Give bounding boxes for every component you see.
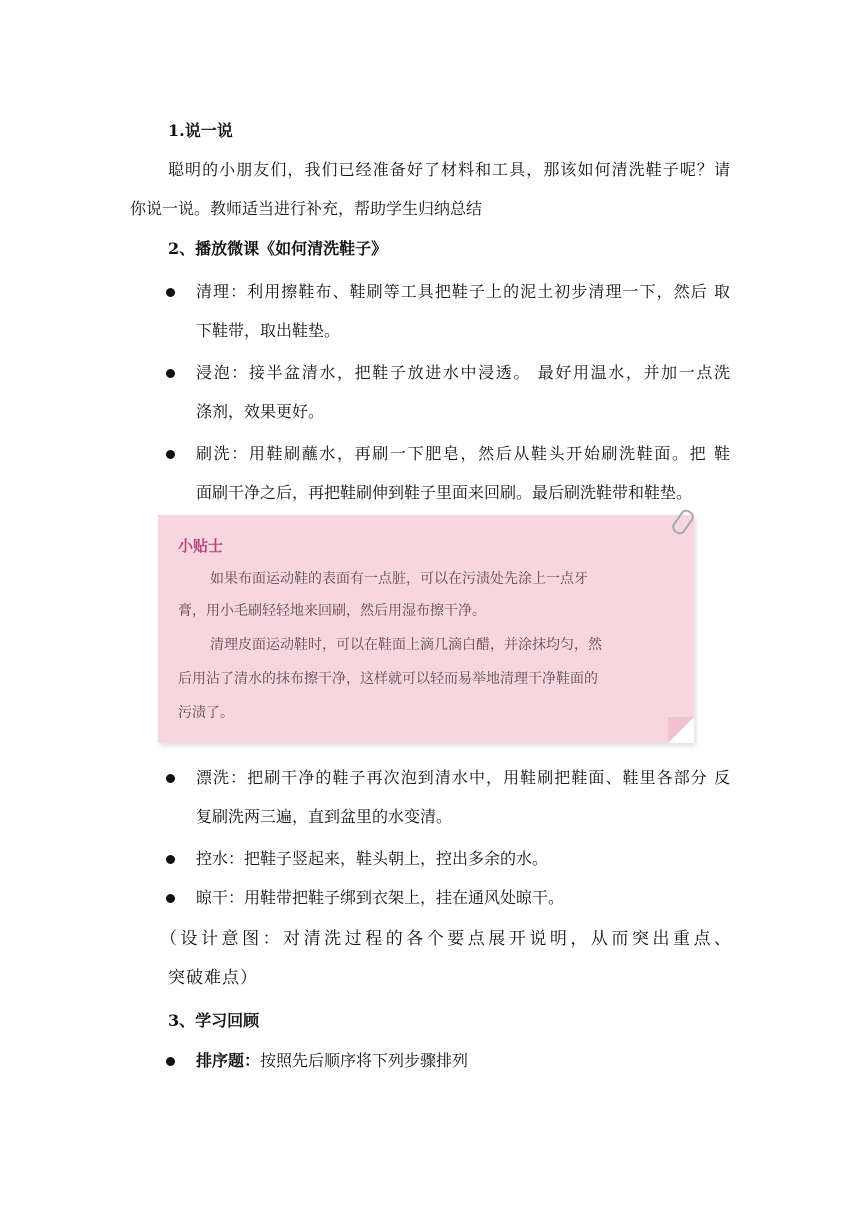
tip-note (158, 515, 694, 743)
tip-line: 后用沾了清水的抹布擦干净，这样就可以轻而易举地清理干净鞋面的 (178, 671, 598, 687)
step-scrub-line2: 面刷干净之后，再把鞋刷伸到鞋子里面来回刷。最后刷洗鞋带和鞋垫。 (196, 483, 693, 502)
step-soak-line2: 涤剂，效果更好。 (196, 402, 325, 421)
review-label: 排序题： (196, 1051, 261, 1070)
step-soak-line1: 浸泡：接半盆清水，把鞋子放进水中浸透。 最好用温水，并加一点洗 (196, 363, 730, 382)
bullet-icon (166, 1057, 175, 1066)
review-item (196, 1050, 468, 1072)
section-3-heading: 3、学习回顾 (168, 1011, 260, 1030)
tip-line: 污渍了。 (178, 705, 234, 721)
tip-line: 膏，用小毛刷轻轻地来回刷，然后用湿布擦干净。 (178, 603, 486, 619)
bullet-icon (166, 894, 175, 903)
tip-line: 如果布面运动鞋的表面有一点脏，可以在污渍处先涂上一点牙 (210, 571, 588, 587)
bullet-icon (166, 369, 175, 378)
bullet-icon (166, 450, 175, 459)
bullet-icon (166, 774, 175, 783)
review-text: 按照先后顺序将下列步骤排列 (260, 1051, 469, 1070)
section-1-paragraph-line: 你说一说。教师适当进行补充，帮助学生归纳总结 (130, 199, 483, 218)
section-2-heading: 2、播放微课《如何清洗鞋子》 (168, 239, 388, 258)
step-drain-line: 控水：把鞋子竖起来，鞋头朝上，控出多余的水。 (196, 849, 549, 868)
bullet-icon (166, 288, 175, 297)
step-dry-line: 晾干：用鞋带把鞋子绑到衣架上，挂在通风处晾干。 (196, 888, 565, 907)
design-intent-line1: （设计意图：对清洗过程的各个要点展开说明，从而突出重点、 (160, 929, 732, 949)
section-1-heading: 1.说一说 (168, 121, 233, 140)
bullet-icon (166, 855, 175, 864)
design-intent-line2: 突破难点） (168, 968, 258, 988)
step-clean-line1: 清理：利用擦鞋布、鞋刷等工具把鞋子上的泥土初步清理一下，然后 取 (196, 282, 730, 301)
step-scrub-line1: 刷洗：用鞋刷蘸水，再刷一下肥皂，然后从鞋头开始刷洗鞋面。把 鞋 (196, 444, 730, 463)
section-1-paragraph-line: 聪明的小朋友们，我们已经准备好了材料和工具，那该如何清洗鞋子呢？请 (168, 160, 730, 179)
tip-title: 小贴士 (178, 537, 224, 555)
step-rinse-line1: 漂洗：把刷干净的鞋子再次泡到清水中，用鞋刷把鞋面、鞋里各部分 反 (196, 768, 730, 787)
tip-line: 清理皮面运动鞋时，可以在鞋面上滴几滴白醋，并涂抹均匀，然 (210, 637, 602, 653)
step-rinse-line2: 复刷洗两三遍，直到盆里的水变清。 (196, 807, 453, 826)
step-clean-line2: 下鞋带，取出鞋垫。 (196, 321, 341, 340)
